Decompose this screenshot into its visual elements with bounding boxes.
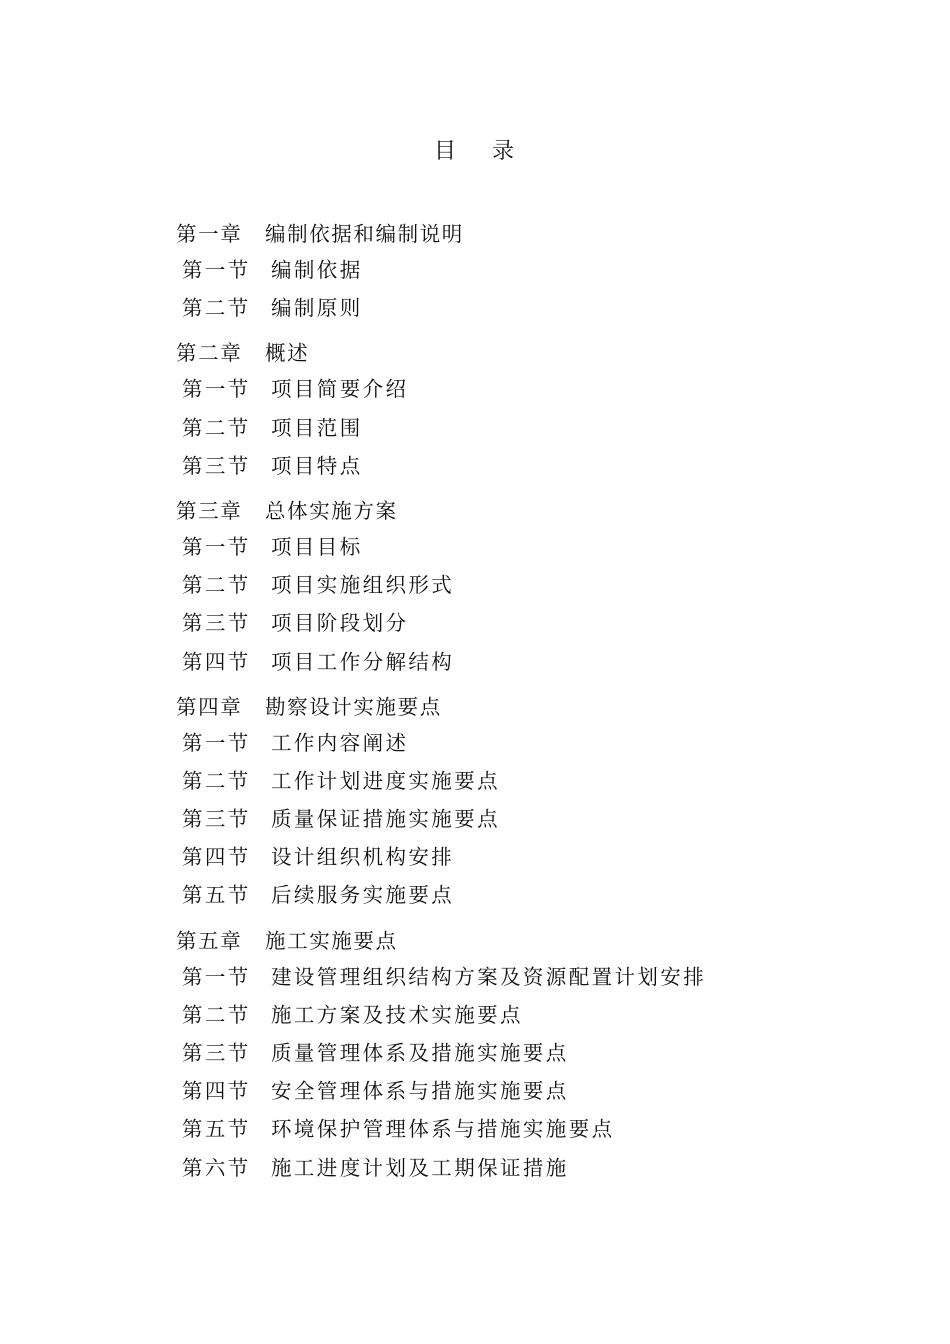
- chapter-title: 概述: [265, 341, 310, 366]
- toc-chapter: [176, 217, 876, 327]
- section-number: 第五节: [182, 883, 251, 908]
- toc-section-entry[interactable]: [176, 1034, 876, 1072]
- section-number: 第一节: [182, 377, 251, 402]
- section-number: 第一节: [182, 534, 251, 559]
- section-title: 项目阶段划分: [271, 611, 409, 636]
- section-number: 第二节: [182, 296, 251, 321]
- table-of-contents: [176, 217, 876, 1196]
- section-title: 施工方案及技术实施要点: [271, 1002, 523, 1027]
- toc-chapter-entry[interactable]: [176, 924, 876, 958]
- section-number: 第三节: [182, 611, 251, 636]
- section-number: 第四节: [182, 1079, 251, 1104]
- toc-chapter: [176, 690, 876, 915]
- section-number: 第一节: [182, 730, 251, 755]
- toc-section-entry[interactable]: [176, 996, 876, 1034]
- chapter-title: 施工实施要点: [265, 928, 398, 953]
- section-title: 项目范围: [271, 415, 363, 440]
- chapter-title: 编制依据和编制说明: [265, 222, 464, 246]
- toc-chapter-entry[interactable]: [176, 217, 876, 251]
- toc-section-entry[interactable]: [176, 876, 876, 914]
- toc-chapter: [176, 924, 876, 1187]
- chapter-title: 勘察设计实施要点: [265, 694, 442, 719]
- toc-chapter: [176, 494, 876, 681]
- toc-section-entry[interactable]: [176, 838, 876, 876]
- section-title: 工作计划进度实施要点: [271, 768, 500, 793]
- toc-title: [0, 134, 950, 165]
- section-number: 第二节: [182, 768, 251, 793]
- toc-section-entry[interactable]: [176, 604, 876, 642]
- section-number: 第三节: [182, 453, 251, 478]
- section-title: 设计组织机构安排: [271, 845, 455, 870]
- toc-section-entry[interactable]: [176, 447, 876, 485]
- chapter-number: 第四章: [176, 694, 243, 719]
- section-title: 项目工作分解结构: [271, 649, 455, 674]
- section-title: 项目目标: [271, 534, 363, 559]
- chapter-number: 第三章: [176, 498, 243, 523]
- toc-section-entry[interactable]: [176, 251, 876, 289]
- section-title: 安全管理体系与措施实施要点: [271, 1079, 569, 1104]
- section-number: 第六节: [182, 1155, 251, 1180]
- toc-title-char-2: 录: [492, 139, 517, 164]
- toc-section-entry[interactable]: [176, 1072, 876, 1110]
- toc-section-entry[interactable]: [176, 643, 876, 681]
- section-number: 第五节: [182, 1117, 251, 1142]
- toc-section-entry[interactable]: [176, 566, 876, 604]
- section-number: 第三节: [182, 1041, 251, 1065]
- section-title: 工作内容阐述: [271, 730, 409, 755]
- section-number: 第三节: [182, 807, 251, 832]
- toc-section-entry[interactable]: [176, 800, 876, 838]
- toc-chapter-entry[interactable]: [176, 336, 876, 370]
- chapter-number: 第五章: [176, 928, 243, 953]
- section-number: 第四节: [182, 845, 251, 870]
- section-title: 施工进度计划及工期保证措施: [271, 1155, 569, 1180]
- section-title: 编制依据: [271, 258, 363, 282]
- chapter-number: 第二章: [176, 341, 243, 366]
- section-title: 质量保证措施实施要点: [271, 807, 500, 832]
- section-title: 项目简要介绍: [271, 377, 409, 402]
- toc-section-entry[interactable]: [176, 1110, 876, 1148]
- chapter-title: 总体实施方案: [265, 498, 398, 523]
- section-number: 第二节: [182, 1002, 251, 1027]
- section-title: 环境保护管理体系与措施实施要点: [271, 1117, 615, 1142]
- section-number: 第四节: [182, 649, 251, 674]
- section-number: 第二节: [182, 415, 251, 440]
- section-title: 项目实施组织形式: [271, 573, 455, 598]
- toc-chapter-entry[interactable]: [176, 494, 876, 528]
- section-title: 编制原则: [271, 296, 363, 321]
- chapter-number: 第一章: [176, 222, 243, 246]
- section-number: 第一节: [182, 258, 251, 282]
- toc-section-entry[interactable]: [176, 409, 876, 447]
- toc-chapter: [176, 336, 876, 485]
- toc-section-entry[interactable]: [176, 289, 876, 327]
- toc-section-entry[interactable]: [176, 724, 876, 762]
- toc-title-char-1: 目: [433, 139, 458, 164]
- toc-chapter-entry[interactable]: [176, 690, 876, 724]
- section-title: 后续服务实施要点: [271, 883, 455, 908]
- toc-section-entry[interactable]: [176, 958, 876, 996]
- toc-section-entry[interactable]: [176, 528, 876, 566]
- section-number: 第一节: [182, 964, 251, 989]
- section-number: 第二节: [182, 573, 251, 598]
- toc-section-entry[interactable]: [176, 1149, 876, 1187]
- toc-section-entry[interactable]: [176, 762, 876, 800]
- section-title: 建设管理组织结构方案及资源配置计划安排: [271, 964, 707, 989]
- section-title: 质量管理体系及措施实施要点: [271, 1041, 569, 1065]
- toc-section-entry[interactable]: [176, 370, 876, 408]
- section-title: 项目特点: [271, 453, 363, 478]
